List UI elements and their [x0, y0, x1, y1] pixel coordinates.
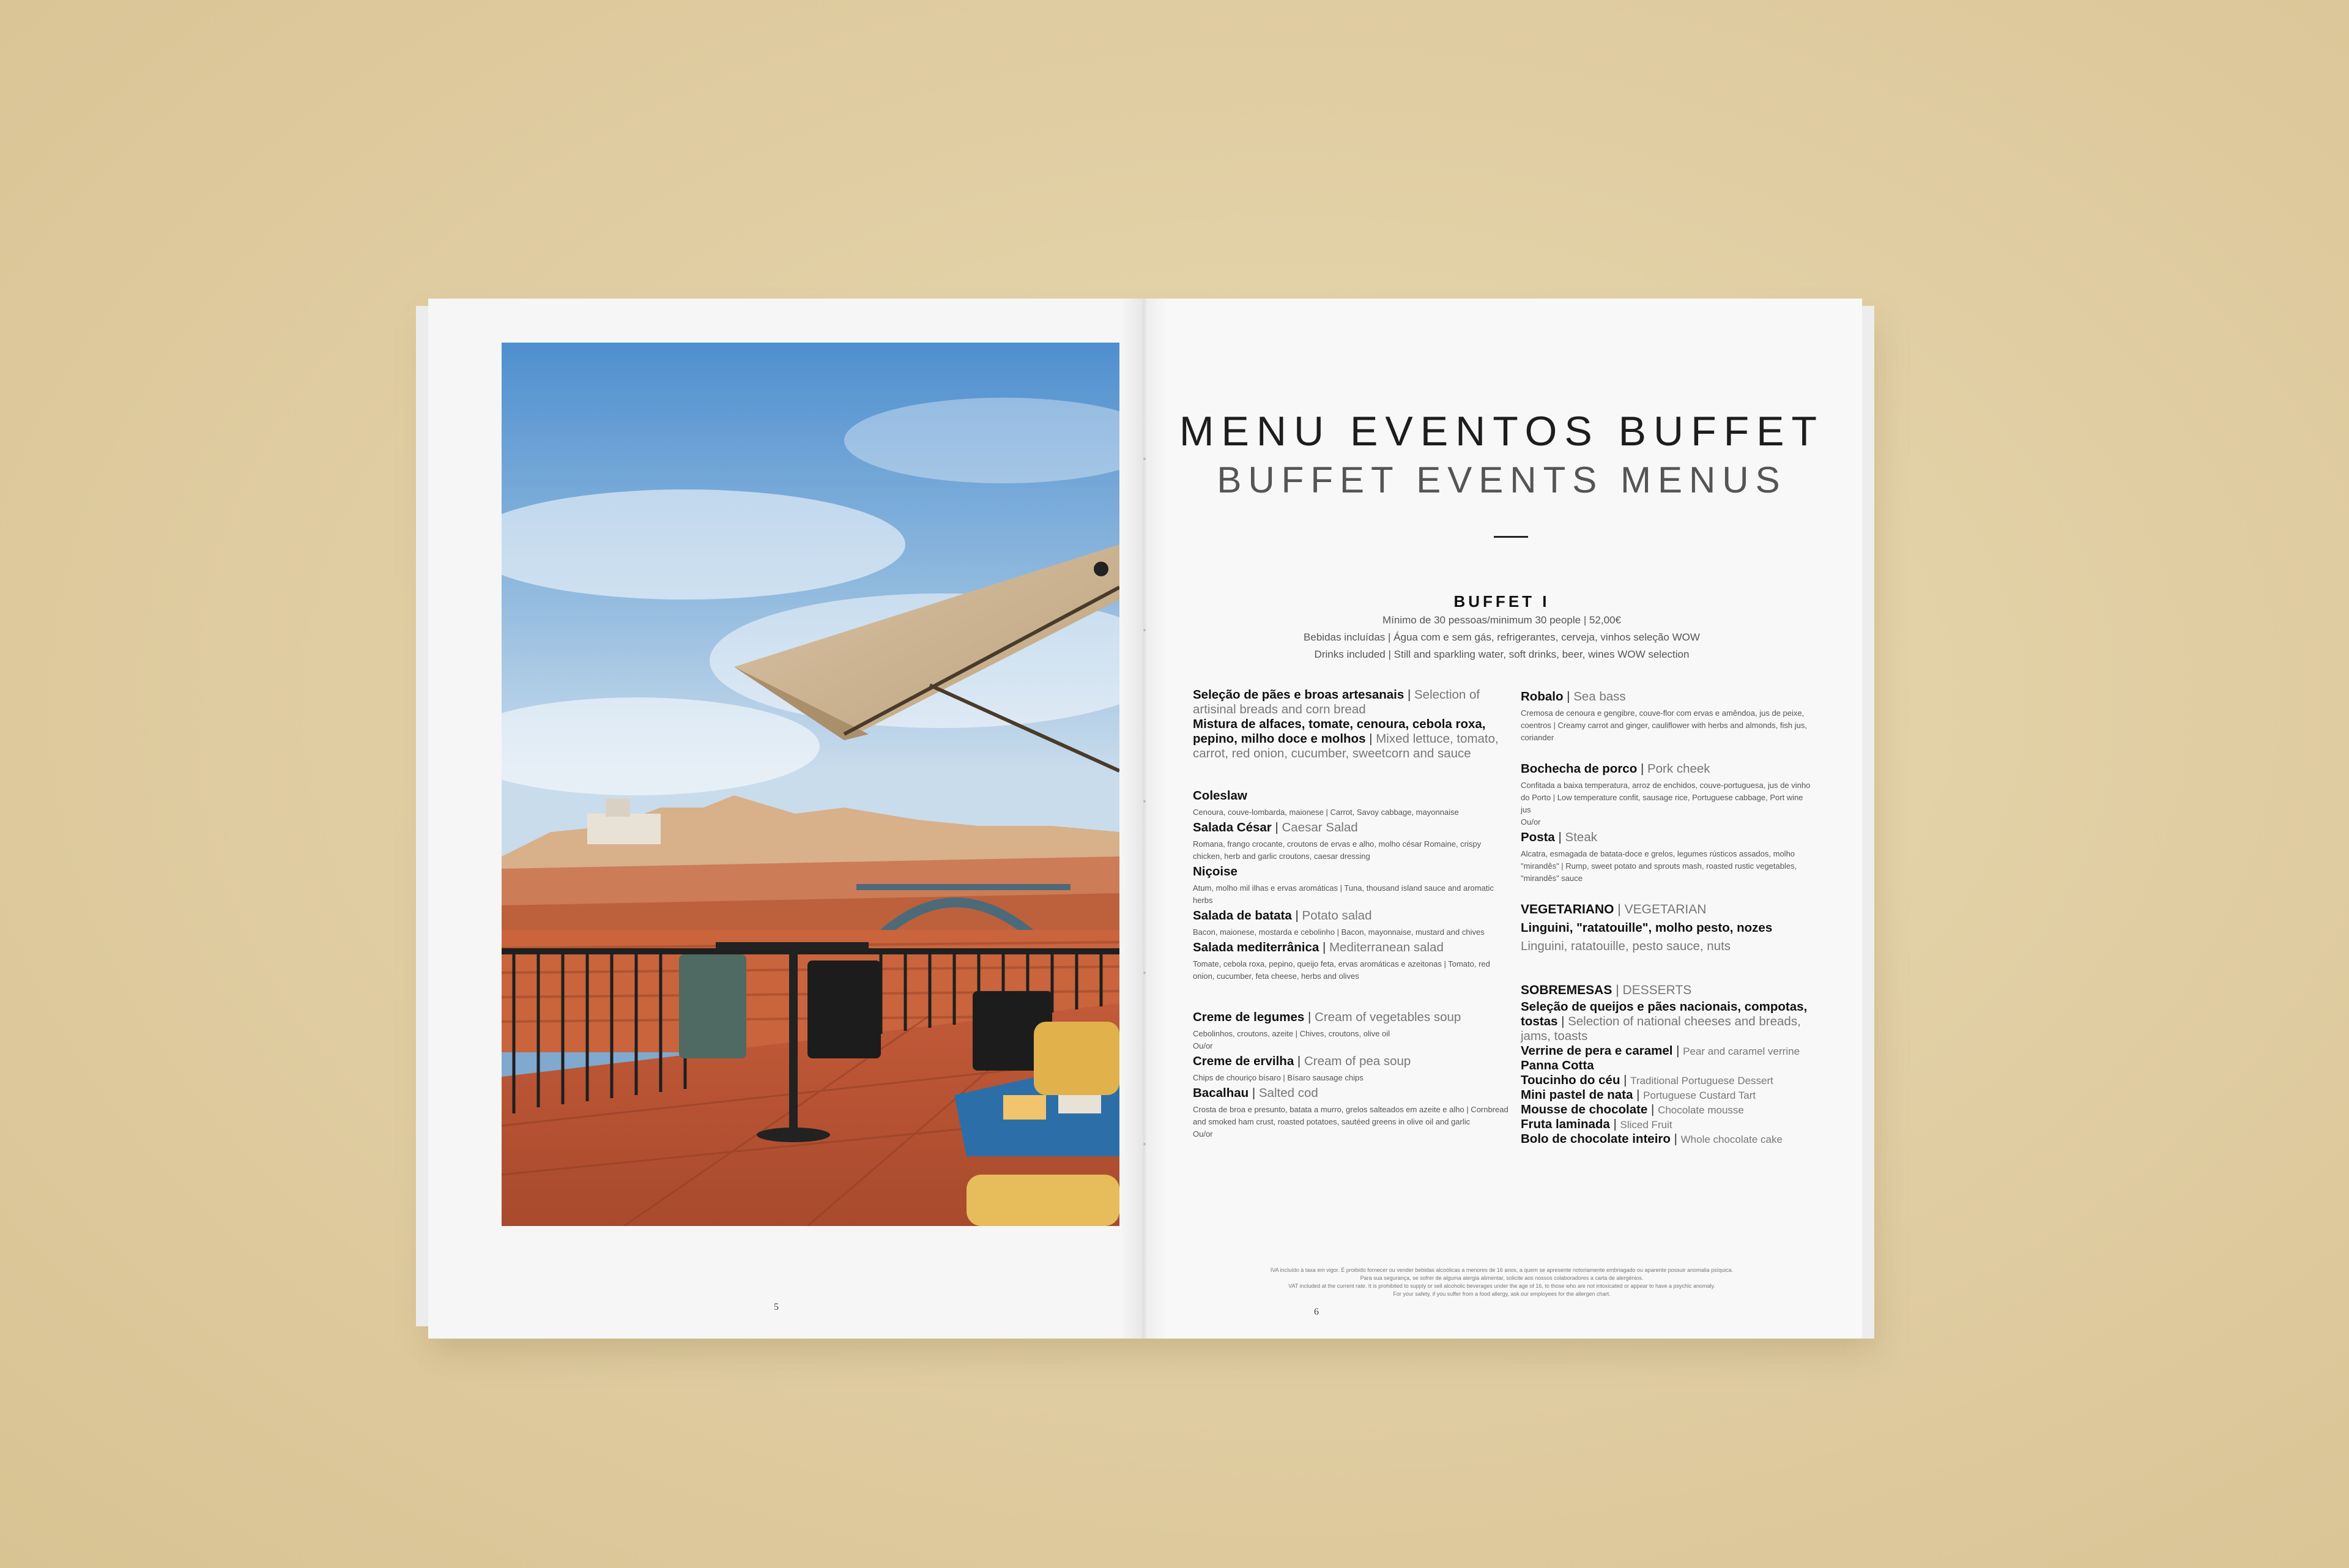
open-magazine	[416, 299, 1874, 1339]
item-name: Mousse de chocolate	[1521, 1102, 1648, 1117]
item-name-en: Potato salad	[1302, 908, 1372, 923]
item-name: Mini pastel de nata	[1521, 1088, 1633, 1102]
tile	[1003, 1095, 1046, 1120]
page-subtitle: BUFFET EVENTS MENUS	[1217, 459, 1787, 500]
item-description: Crosta de broa e presunto, batata a murro, grelos salteados em azeite e alho | Cornbread and smoked ham crust, roasted potatoes, sautéed greens in olive oil and garlic	[1193, 1105, 1508, 1126]
section-heading-pt: SOBREMESAS	[1521, 983, 1612, 997]
section-heading-desserts: SOBREMESAS | DESSERTS	[1521, 983, 1692, 997]
section-heading-pt: VEGETARIANO	[1521, 902, 1614, 916]
buffet-drinks-en: Drinks included | Still and sparkling water, soft drinks, beer, wines WOW selection	[1314, 648, 1690, 660]
item-name-en: Mixed lettuce, tomato, carrot, red onion, cucumber, sweetcorn and sauce	[1193, 732, 1499, 760]
section-heading-en: DESSERTS	[1622, 983, 1692, 997]
terrace-illustration	[502, 343, 1119, 1226]
dessert-item: Mousse de chocolate | Chocolate mousse	[1521, 1102, 1744, 1117]
stitch	[1143, 1143, 1146, 1145]
item-name: Mistura de alfaces, tomate, cenoura, cebola roxa, pepino, milho doce e molhos	[1193, 717, 1486, 746]
item-name: Panna Cotta	[1521, 1058, 1594, 1072]
buffet-title: BUFFET I	[1453, 592, 1550, 611]
section-heading-en: VEGETARIAN	[1624, 902, 1707, 916]
dessert-item	[1521, 1058, 1813, 1073]
item-name: Fruta laminada	[1521, 1117, 1610, 1131]
item-name-en: Mediterranean salad	[1329, 940, 1444, 954]
page-number-right: 6	[1314, 1307, 1319, 1317]
umbrella-hub	[1094, 562, 1108, 576]
item-name-en: Cream of vegetables soup	[1315, 1010, 1461, 1024]
dessert-item: Toucinho do céu | Traditional Portuguese Dessert	[1521, 1073, 1773, 1087]
item-name: Bolo de chocolate inteiro	[1521, 1132, 1671, 1146]
item-description: Bacon, maionese, mostarda e cebolinho | Bacon, mayonnaise, mustard and chives	[1193, 927, 1485, 937]
item-description: Alcatra, esmagada de batata-doce e grelos, legumes rústicos assados, molho "mirandês" | Rump, sweet potato and sprouts mash, roasted rustic vegetables, "mirandês" sauce	[1521, 849, 1797, 883]
item-name: Verrine de pera e caramel	[1521, 1044, 1673, 1058]
menu-item: Salada César | Caesar Salad Romana, frango crocante, croutons de ervas e alho, molho césar Romaine, crispy chicken, herb and garlic croutons, caesar dressing	[1193, 819, 1511, 863]
item-name-en: Portuguese Custard Tart	[1643, 1090, 1756, 1101]
item-name: Salada de batata	[1193, 908, 1292, 923]
stitch	[1143, 800, 1146, 803]
menu-item: Bochecha de porco | Pork cheek Confitada a baixa temperatura, arroz de enchidos, couve-portuguesa, jus de vinho do Porto | Low temperature confit, sausage rice, Portuguese cabbage, Port wine jus Ou/or	[1521, 760, 1813, 828]
allergy-note-pt: Para sua segurança, se sofrer de alguma alergia alimentar, solicite aos nossos colaboradores a carta de alergénios.	[1360, 1275, 1644, 1281]
dessert-item: Seleção de queijos e pães nacionais, compotas, tostas | Selection of national cheeses and breads, jams, toasts	[1521, 1000, 1808, 1043]
item-name-en: Pork cheek	[1647, 762, 1710, 776]
allergy-note-en: For your safety, if you suffer from a food allergy, ask our employees for the allergen chart.	[1393, 1291, 1611, 1297]
legal-footnote-en: VAT included at the current rate. It is prohibited to supply or sell alcoholic beverages under the age of 16, to those who are not intoxicated or appear to have a psychic anomaly.	[1288, 1283, 1715, 1289]
or-label: Ou/or	[1193, 1129, 1213, 1139]
item-name: Coleslaw	[1193, 789, 1247, 803]
vegetarian-dish	[1521, 919, 1813, 937]
menu-item: Salada de batata | Potato salad Bacon, maionese, mostarda e cebolinho | Bacon, mayonnaise, mustard and chives	[1193, 907, 1511, 938]
item-name: Toucinho do céu	[1521, 1073, 1620, 1087]
or-label: Ou/or	[1193, 1041, 1213, 1050]
item-name: Creme de legumes	[1193, 1010, 1305, 1024]
high-table-top	[716, 942, 869, 951]
item-name: Salada mediterrânica	[1193, 940, 1319, 954]
item-name: Seleção de pães e broas artesanais	[1193, 688, 1405, 702]
item-name: Linguini, "ratatouille", molho pesto, nozes	[1521, 921, 1773, 935]
buffet-drinks-pt: Bebidas incluídas | Água com e sem gás, refrigerantes, cerveja, vinhos seleção WOW	[1304, 631, 1700, 643]
menu-column-left	[1193, 688, 1511, 1140]
dessert-item: Bolo de chocolate inteiro | Whole chocolate cake	[1521, 1132, 1783, 1146]
item-name: Seleção de queijos e pães nacionais, compotas, tostas	[1521, 1000, 1808, 1028]
item-description: Cebolinhos, croutons, azeite | Chives, croutons, olive oil	[1193, 1029, 1390, 1038]
high-table-base	[757, 1128, 830, 1142]
item-name-en: Selection of artisinal breads and corn bread	[1193, 688, 1480, 716]
item-description: Cremosa de cenoura e gengibre, couve-flor com ervas e amêndoa, jus de peixe, coentros | Creamy carrot and ginger, cauliflower with herbs and almonds, fish jus, coriander	[1521, 708, 1807, 742]
menu-item: Creme de legumes | Cream of vegetables soup Cebolinhos, croutons, azeite | Chives, croutons, olive oil Ou/or	[1193, 1008, 1511, 1052]
item-name-en: Traditional Portuguese Dessert	[1630, 1075, 1773, 1087]
rooftop-terrace-photo	[502, 343, 1119, 1226]
item-name: Bochecha de porco	[1521, 762, 1638, 776]
menu-item	[1193, 787, 1511, 819]
menu-item: Seleção de pães e broas artesanais | Selection of artisinal breads and corn bread	[1193, 688, 1480, 716]
menu-column-right	[1521, 688, 1813, 1146]
tower	[606, 798, 630, 817]
item-name: Robalo	[1521, 689, 1564, 704]
menu-item: Creme de ervilha | Cream of pea soup Chips de chouriço bísaro | Bísaro sausage chips	[1193, 1052, 1511, 1084]
item-name: Niçoise	[1193, 864, 1238, 879]
section-heading-vegetarian: VEGETARIANO | VEGETARIAN	[1521, 902, 1707, 916]
item-name: Creme de ervilha	[1193, 1054, 1294, 1068]
bar-stool	[679, 954, 746, 1058]
menu-item: Robalo | Sea bass Cremosa de cenoura e gengibre, couve-flor com ervas e amêndoa, jus de peixe, coentros | Creamy carrot and ginger, cauliflower with herbs and almonds, fish jus, coriander	[1521, 688, 1813, 744]
item-name-en: Cream of pea soup	[1304, 1054, 1411, 1068]
dessert-item: Fruta laminada | Sliced Fruit	[1521, 1117, 1672, 1131]
bar-stool	[807, 960, 881, 1058]
item-name: Posta	[1521, 830, 1555, 844]
high-table-leg	[789, 951, 798, 1134]
yellow-chair	[967, 1175, 1119, 1226]
item-name-en: Selection of national cheeses and breads, jams, toasts	[1521, 1014, 1801, 1043]
page-number-left: 5	[774, 1302, 779, 1312]
item-name: Salada César	[1193, 820, 1272, 834]
left-page	[428, 299, 1141, 1339]
title-divider	[1494, 536, 1528, 538]
stitch	[1143, 972, 1146, 974]
item-name-en: Caesar Salad	[1282, 820, 1358, 834]
item-name-en: Sliced Fruit	[1620, 1119, 1672, 1131]
item-name-en: Pear and caramel verrine	[1683, 1046, 1800, 1057]
item-description: Confitada a baixa temperatura, arroz de enchidos, couve-portuguesa, jus de vinho do Porto | Low temperature confit, sausage rice, Portuguese cabbage, Port wine jus	[1521, 781, 1811, 814]
item-name-en: Chocolate mousse	[1658, 1104, 1744, 1116]
menu-item: Posta | Steak Alcatra, esmagada de batata-doce e grelos, legumes rústicos assados, molho "mirandês" | Rump, sweet potato and sprouts mash, roasted rustic vegetables, "mirandês" sauce	[1521, 828, 1813, 885]
menu-item: Bacalhau | Salted cod Crosta de broa e presunto, batata a murro, grelos salteados em azeite e alho | Cornbread and smoked ham crust, roasted potatoes, sautéed greens in olive oil and garlic Ou/or	[1193, 1084, 1511, 1140]
item-name-en: Salted cod	[1258, 1086, 1318, 1100]
legal-footnote-pt: IVA incluído à taxa em vigor. É proibido fornecer ou vender bebidas alcoólicas a menores de 16 anos, a quem se apresente notoriamente embriagado ou aparente possuir anomalia psíquica.	[1270, 1267, 1734, 1273]
buffet-minimum: Mínimo de 30 pessoas/minimum 30 people | 52,00€	[1382, 614, 1621, 626]
item-name-en: Steak	[1565, 830, 1597, 844]
item-description: Atum, molho mil ilhas e ervas aromáticas | Tuna, thousand island sauce and aromatic herbs	[1193, 883, 1494, 905]
menu-item	[1193, 863, 1511, 907]
item-name: Bacalhau	[1193, 1086, 1249, 1100]
item-name-en: Linguini, ratatouille, pesto sauce, nuts	[1521, 939, 1731, 953]
page-title: MENU EVENTOS BUFFET	[1179, 408, 1825, 455]
dessert-item: Verrine de pera e caramel | Pear and caramel verrine	[1521, 1044, 1800, 1058]
menu-item: Salada mediterrânica | Mediterranean salad Tomate, cebola roxa, pepino, queijo feta, ervas aromáticas e azeitonas | Tomato, red onion, cucumber, feta cheese, herbs and olives	[1193, 938, 1511, 983]
item-description: Cenoura, couve-lombarda, maionese | Carrot, Savoy cabbage, mayonnaise	[1193, 808, 1459, 817]
item-name-en: Sea bass	[1573, 689, 1626, 704]
item-description: Romana, frango crocante, croutons de ervas e alho, molho césar Romaine, crispy chicken, herb and garlic croutons, caesar dressing	[1193, 839, 1482, 861]
item-description: Tomate, cebola roxa, pepino, queijo feta, ervas aromáticas e azeitonas | Tomato, red onion, cucumber, feta cheese, herbs and olives	[1193, 959, 1490, 981]
menu-item: Mistura de alfaces, tomate, cenoura, cebola roxa, pepino, milho doce e molhos | Mixed lettuce, tomato, carrot, red onion, cucumber, sweetcorn and sauce	[1193, 717, 1499, 760]
item-name-en: Whole chocolate cake	[1680, 1134, 1783, 1145]
hilltop-building	[587, 814, 661, 844]
item-description: Chips de chouriço bísaro | Bísaro sausage chips	[1193, 1073, 1364, 1082]
or-label: Ou/or	[1521, 817, 1541, 827]
yellow-chair	[1034, 1022, 1119, 1095]
dessert-item: Mini pastel de nata | Portuguese Custard Tart	[1521, 1088, 1756, 1102]
vegetarian-dish-en	[1521, 937, 1813, 956]
